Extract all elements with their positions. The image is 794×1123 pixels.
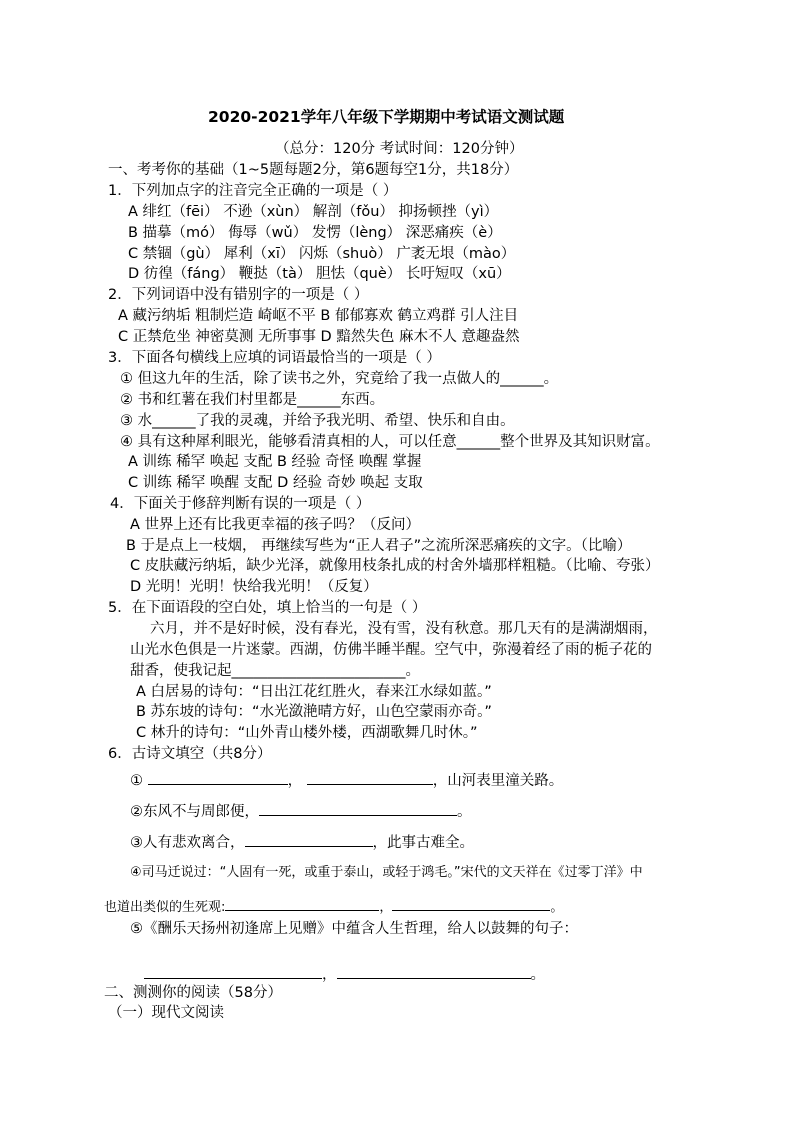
q6-item-1-label: ① (130, 773, 143, 789)
q6-comma-2: ， (379, 900, 393, 915)
q6-line-5b (144, 964, 545, 984)
q2-stem: 2．下列词语中没有错别字的一项是（ ） (108, 287, 369, 303)
q1-option-d: D 彷徨（fáng） 鞭挞（tà） 胆怯（què） 长吁短叹（xū） (128, 266, 511, 282)
q6-comma: ， (287, 773, 303, 789)
q6-item-4-text: ④司马迁说过：“人固有一死，或重于泰山，或轻于鸿毛。”宋代的文天祥在《过零丁洋》中 (130, 865, 643, 880)
q6-period-3: 。 (530, 967, 545, 983)
q4-option-a: A 世界上还有比我更幸福的孩子吗？（反问） (130, 517, 421, 533)
q4-option-c: C 皮肤藏污纳垢，缺少光泽，就像用枝条扎成的村舍外墙那样粗糙。（比喻、夸张） (130, 558, 660, 574)
q6-item-3-text: ③人有悲欢离合， (130, 835, 245, 851)
q3-sentence-4: ④ 具有这种犀利眼光，能够看清真相的人，可以任意______整个世界及其知识财富。 (120, 434, 660, 450)
q6-blank-5b[interactable] (337, 964, 531, 979)
q5-option-c: C 林升的诗句：“山外青山楼外楼，西湖歌舞几时休。” (136, 725, 478, 741)
q6-blank-3[interactable] (245, 832, 373, 847)
q5-passage-line-1: 六月，并不是好时候，没有春光，没有雪，没有秋意。那几天有的是满湖烟雨， (150, 621, 658, 637)
section-2-heading: 二、测测你的阅读（58分） (104, 985, 282, 1001)
q6-blank-1b[interactable] (307, 770, 433, 785)
q6-blank-4b[interactable] (392, 896, 550, 911)
exam-title: 2020-2021学年八年级下学期期中考试语文测试题 (208, 108, 565, 126)
q6-line-3 (130, 832, 474, 852)
q6-line-4b (104, 896, 563, 917)
q3-sentence-3: ③ 水______了我的灵魂，并给予我光明、希望、快乐和自由。 (120, 413, 515, 429)
q6-blank-4a[interactable] (225, 896, 379, 911)
q3-stem: 3．下面各句横线上应填的词语最恰当的一项是（ ） (108, 350, 441, 366)
section-1-heading: 一、考考你的基础（1~5题每题2分，第6题每空1分，共18分） (108, 162, 519, 178)
q6-blank-5a[interactable] (144, 964, 322, 979)
q6-item-2-text: ②东风不与周郎便， (130, 804, 259, 820)
q5-passage-line-2: 山光水色俱是一片迷蒙。西湖，仿佛半睡半醒。空气中，弥漫着经了雨的栀子花的 (130, 642, 652, 658)
q6-line-1 (130, 770, 563, 790)
q1-option-c: C 禁锢（gù） 犀利（xī） 闪烁（shuò） 广袤无垠（mào） (128, 246, 516, 262)
q6-item-1-tail: ，山河表里潼关路。 (432, 773, 564, 789)
q6-period-2: 。 (550, 900, 564, 915)
exam-subtitle: （总分：120分 考试时间：120分钟） (275, 141, 524, 157)
q3-sentence-2: ② 书和红薯在我们村里都是______东西。 (120, 392, 385, 408)
q6-item-5-text: ⑤《酬乐天扬州初逢席上见赠》中蕴含人生哲理，给人以鼓舞的句子： (130, 921, 578, 937)
q5-option-a: A 白居易的诗句：“日出江花红胜火，春来江水绿如蓝。” (136, 684, 492, 700)
q6-blank-2[interactable] (259, 801, 457, 816)
q6-blank-1a[interactable] (148, 770, 288, 785)
q2-options-ab: A 藏污纳垢 粗制烂造 崎岖不平 B 郁郁寡欢 鹤立鸡群 引人注目 (118, 308, 519, 324)
q4-option-d: D 光明！光明！快给我光明！（反复） (130, 579, 378, 595)
q5-stem: 5．在下面语段的空白处，填上恰当的一句是（ ） (108, 600, 427, 616)
q3-sentence-1: ① 但这九年的生活，除了读书之外，究竟给了我一点做人的______。 (120, 371, 559, 387)
q6-period: 。 (457, 804, 472, 820)
q5-passage-line-3: 甜香，使我记起________________________。 (130, 663, 420, 679)
q6-stem: 6．古诗文填空（共8分） (108, 746, 272, 762)
q4-stem: 4．下面关于修辞判断有误的一项是（ ） (110, 496, 371, 512)
q3-options-cd: C 训练 稀罕 唤醒 支配 D 经验 奇妙 唤起 支取 (128, 475, 423, 491)
section-2a-heading: （一）现代文阅读 (108, 1005, 224, 1021)
q6-item-3-tail: ，此事古难全。 (372, 835, 474, 851)
q5-option-b: B 苏东坡的诗句：“水光潋滟晴方好，山色空蒙雨亦奇。” (136, 704, 492, 720)
q3-options-ab: A 训练 稀罕 唤起 支配 B 经验 奇怪 唤醒 掌握 (128, 454, 422, 470)
q6-comma-3: ， (322, 967, 337, 983)
q6-item-4-cont: 也道出类似的生死观: (104, 900, 226, 915)
q6-line-2 (130, 801, 472, 821)
q1-option-a: A 绯红（fēi） 不逊（xùn） 解剖（fǒu） 抑扬顿挫（yì） (128, 204, 499, 220)
q1-stem: 1．下列加点字的注音完全正确的一项是（ ） (108, 183, 398, 199)
q4-option-b: B 于是点上一枝烟， 再继续写些为“正人君子”之流所深恶痛疾的文字。（比喻） (126, 538, 632, 554)
q2-options-cd: C 正禁危坐 神密莫测 无所事事 D 黯然失色 麻木不人 意趣盎然 (118, 329, 520, 345)
q1-option-b: B 描摹（mó） 侮辱（wǔ） 发愣（lèng） 深恶痛疾（è） (128, 225, 502, 241)
